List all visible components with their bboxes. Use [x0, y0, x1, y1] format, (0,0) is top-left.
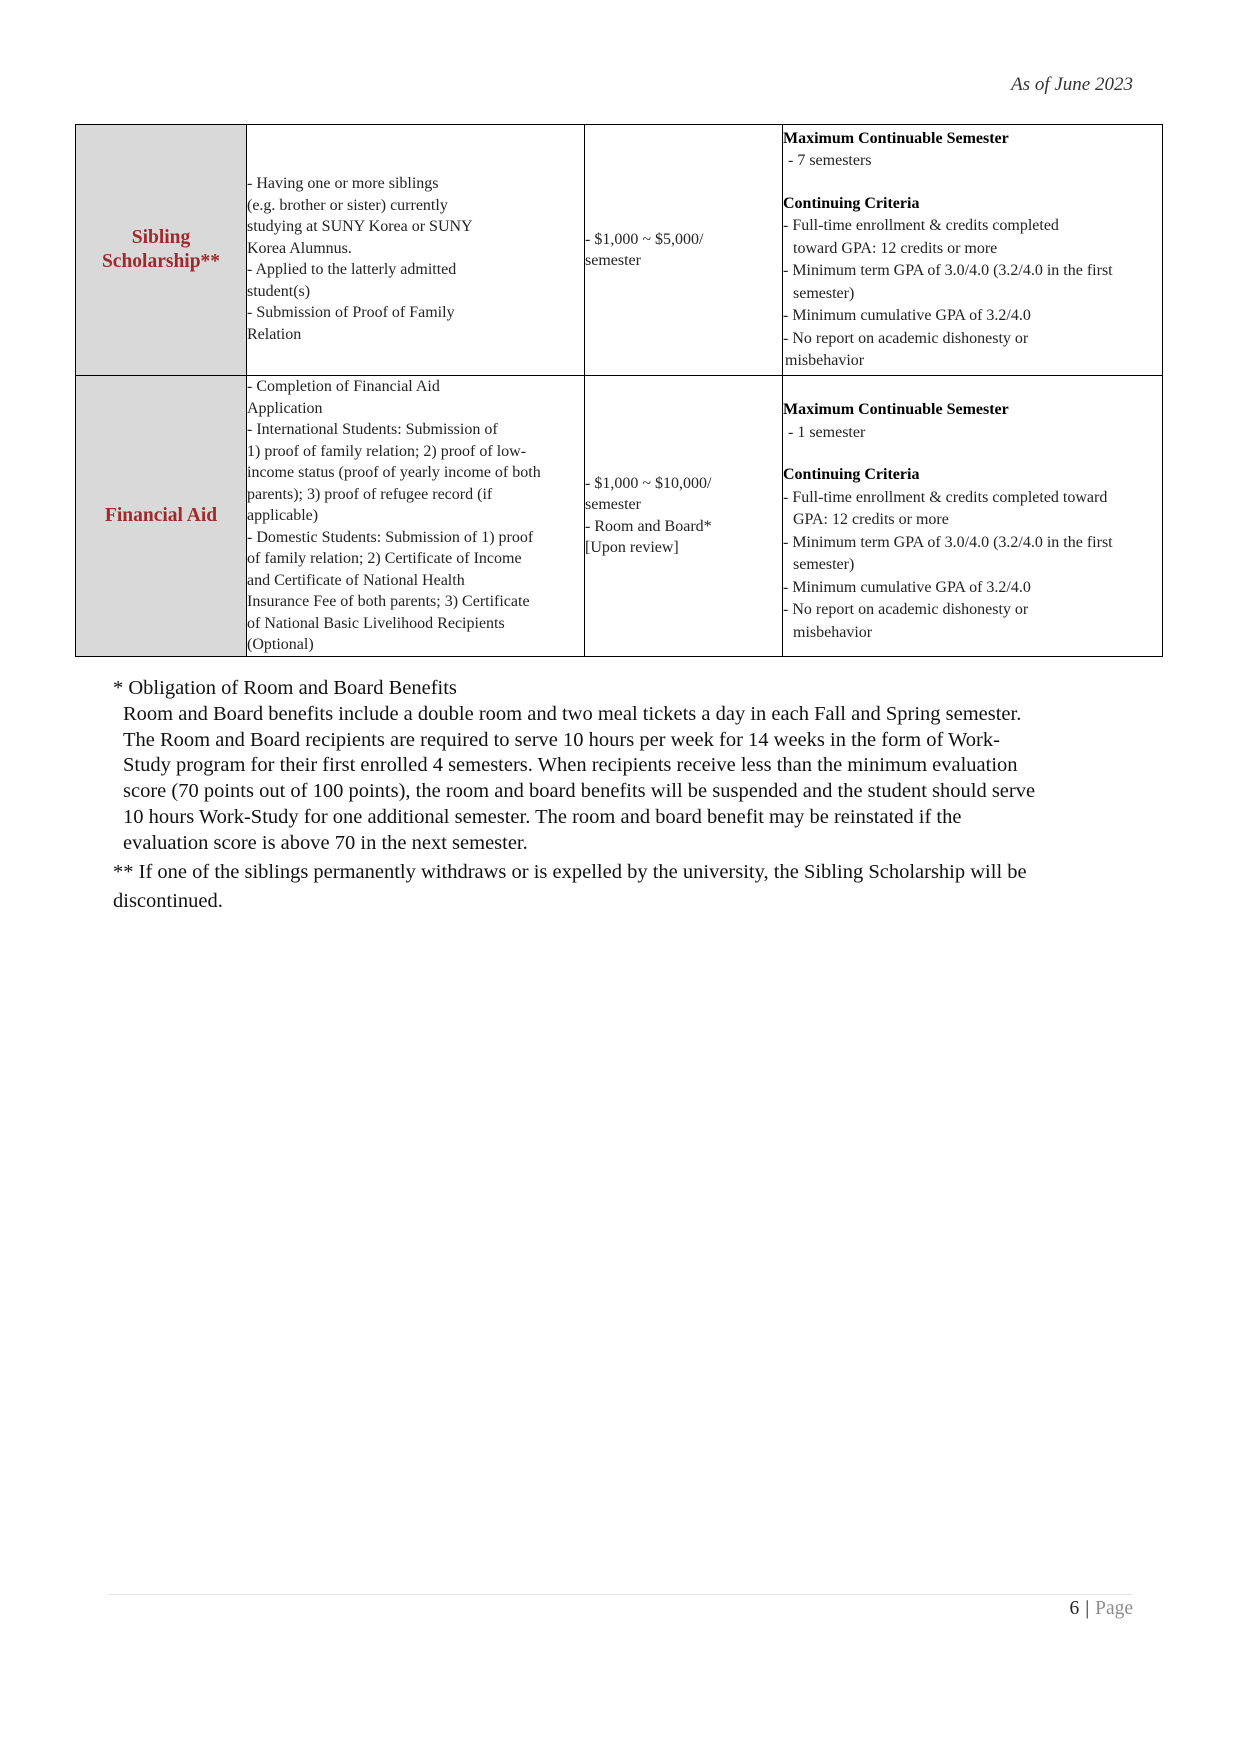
eligibility-line: - Submission of Proof of Family	[247, 304, 455, 321]
criteria-line: toward GPA: 12 credits or more	[793, 239, 998, 257]
footnotes	[113, 676, 1133, 916]
eligibility-line: - Domestic Students: Submission of 1) proof	[247, 528, 534, 546]
eligibility-line: (e.g. brother or sister) currently	[247, 196, 448, 214]
note-line: Room and Board benefits include a double room and two meal tickets a day in each Fall and Spring semester.	[123, 702, 1022, 725]
amount-line: [Upon review]	[585, 539, 679, 557]
eligibility-line: income status (proof of yearly income of both	[247, 464, 541, 481]
eligibility-line: Insurance Fee of both parents; 3) Certificate	[247, 593, 530, 610]
footer-separator: |	[1085, 1598, 1090, 1619]
scholarship-name-cell	[76, 376, 247, 657]
eligibility-line: - Applied to the latterly admitted	[247, 261, 457, 278]
max-semester-heading: Maximum Continuable Semester	[783, 129, 1009, 147]
criteria-line: - No report on academic dishonesty or	[783, 601, 1029, 619]
criteria-line: - Minimum cumulative GPA of 3.2/4.0	[783, 307, 1031, 324]
eligibility-line: applicable)	[247, 507, 319, 524]
header-date: As of June 2023	[1011, 74, 1133, 95]
criteria-line: GPA: 12 credits or more	[793, 511, 949, 529]
note-room-board-body	[113, 702, 1133, 857]
criteria-line: - Full-time enrollment & credits completed toward	[783, 488, 1108, 506]
amount-cell	[585, 125, 783, 376]
eligibility-line: student(s)	[247, 282, 311, 300]
note-line: discontinued.	[113, 889, 223, 912]
amount-cell	[585, 376, 783, 657]
page-footer	[1069, 1594, 1133, 1620]
eligibility-line: and Certificate of National Health	[247, 571, 465, 589]
note-sibling	[113, 858, 1133, 916]
criteria-line: - Minimum term GPA of 3.0/4.0 (3.2/4.0 in the first	[783, 533, 1113, 551]
amount-line: - Room and Board*	[585, 517, 712, 535]
note-line: Study program for their first enrolled 4 semesters. When recipients receive less than the minimum evaluation	[123, 754, 1018, 777]
criteria-line: - No report on academic dishonesty or	[783, 329, 1029, 347]
max-semester-heading: Maximum Continuable Semester	[783, 401, 1009, 419]
eligibility-line: Application	[247, 399, 323, 417]
note-line: evaluation score is above 70 in the next semester.	[123, 831, 528, 854]
criteria-line: - Minimum cumulative GPA of 3.2/4.0	[783, 578, 1031, 596]
amount-line: semester	[585, 496, 641, 514]
eligibility-line: studying at SUNY Korea or SUNY	[247, 218, 473, 235]
page-label: Page	[1095, 1598, 1133, 1619]
eligibility-line: of family relation; 2) Certificate of Income	[247, 550, 522, 567]
scholarship-name-line: Sibling	[131, 227, 191, 248]
table-row	[76, 125, 1163, 376]
eligibility-cell	[247, 376, 585, 657]
eligibility-line: of National Basic Livelihood Recipients	[247, 614, 505, 632]
note-line: score (70 points out of 100 points), the room and board benefits will be suspended and the student should serve	[123, 780, 1036, 803]
page-number: 6	[1069, 1598, 1080, 1619]
footer-divider	[108, 1594, 1133, 1595]
amount-line: - $1,000 ~ $5,000/	[585, 230, 704, 248]
scholarship-name-line: Financial Aid	[104, 504, 218, 526]
criteria-line: - Full-time enrollment & credits completed	[783, 217, 1059, 234]
max-semester-value: - 1 semester	[788, 423, 866, 441]
scholarship-name-cell	[76, 125, 247, 376]
eligibility-line: Relation	[247, 325, 302, 343]
eligibility-line: (Optional)	[247, 636, 314, 653]
scholarship-name-line: Scholarship**	[101, 251, 221, 272]
criteria-heading: Continuing Criteria	[783, 466, 920, 484]
criteria-line: semester)	[793, 284, 855, 302]
criteria-cell	[783, 125, 1163, 376]
note-line: The Room and Board recipients are required to serve 10 hours per week for 14 weeks in the form of Work-	[123, 728, 1000, 751]
note-room-board-title: * Obligation of Room and Board Benefits	[113, 677, 457, 699]
eligibility-line: - Having one or more siblings	[247, 175, 439, 192]
amount-line: semester	[585, 252, 641, 269]
eligibility-line: - Completion of Financial Aid	[247, 378, 440, 395]
criteria-line: semester)	[793, 556, 855, 574]
note-line: 10 hours Work-Study for one additional semester. The room and board benefit may be reinstated if the	[123, 805, 962, 828]
criteria-heading: Continuing Criteria	[783, 194, 920, 212]
eligibility-line: parents); 3) proof of refugee record (if	[247, 485, 493, 503]
eligibility-line: - International Students: Submission of	[247, 421, 498, 438]
table-row	[76, 376, 1163, 657]
eligibility-line: 1) proof of family relation; 2) proof of low-	[247, 442, 527, 460]
criteria-line: misbehavior	[793, 623, 873, 641]
criteria-cell	[783, 376, 1163, 657]
criteria-line: - Minimum term GPA of 3.0/4.0 (3.2/4.0 in the first	[783, 262, 1113, 279]
max-semester-value: - 7 semesters	[788, 152, 872, 169]
eligibility-cell	[247, 125, 585, 376]
criteria-line: misbehavior	[785, 352, 865, 369]
eligibility-line: Korea Alumnus.	[247, 239, 352, 257]
amount-line: - $1,000 ~ $10,000/	[585, 474, 712, 492]
note-line: ** If one of the siblings permanently withdraws or is expelled by the university, the Sibling Scholarship will be	[113, 860, 1027, 883]
scholarship-table	[75, 124, 1163, 657]
